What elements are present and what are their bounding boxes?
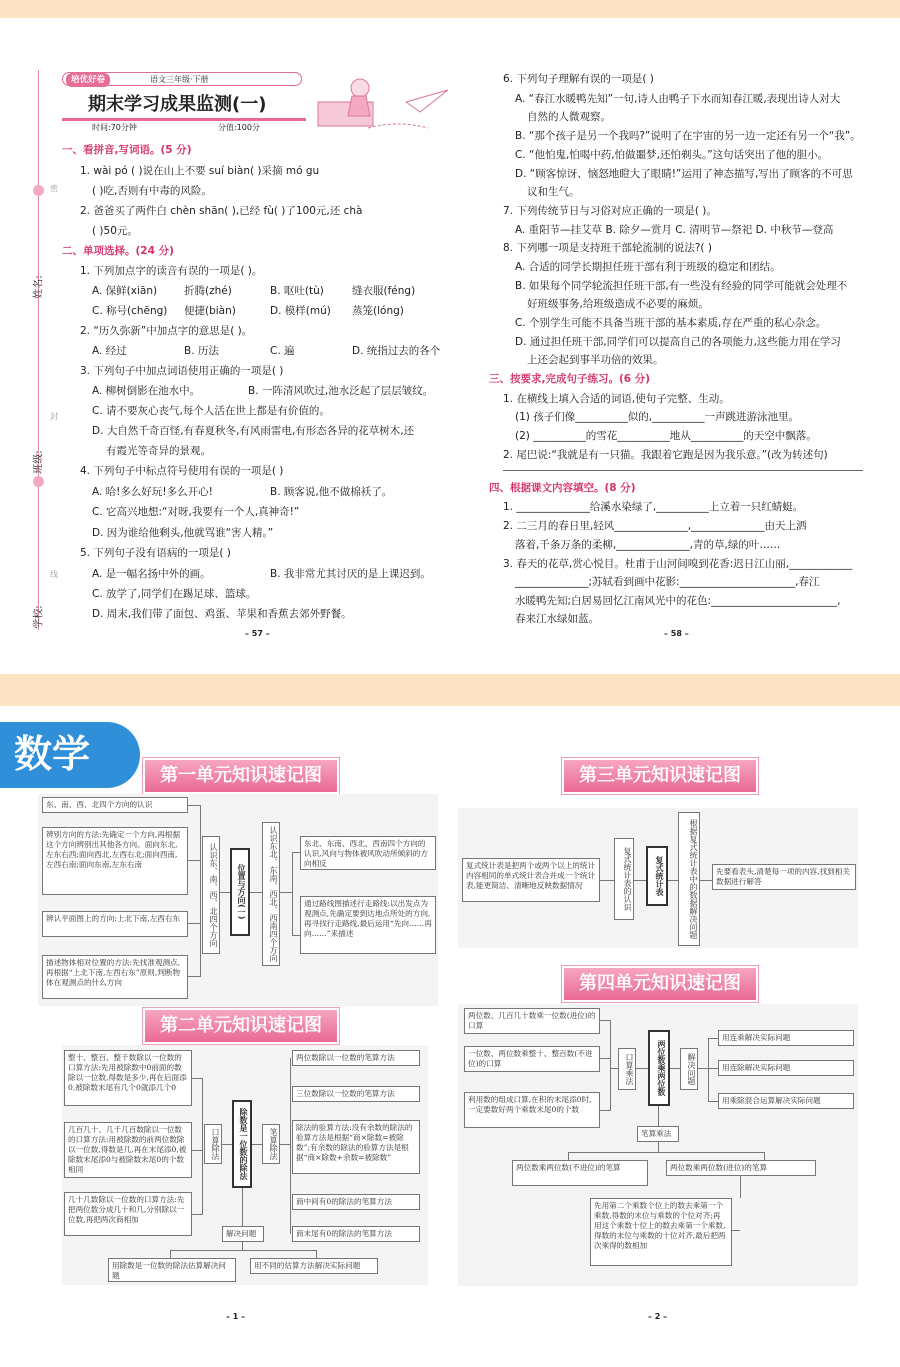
- s3-line-3: (2) __________的雪花__________地从__________的天空中飘落。: [515, 430, 817, 442]
- unit-1-left-3: 辨认平面图上的方向:上北下南,左西右东: [42, 911, 188, 937]
- q2-1-g: D. 模样(mú): [270, 305, 331, 317]
- q2-3-c: C. 请不要灰心丧气,每个人活在世上都是有价值的。: [92, 405, 330, 417]
- s3-line-2: (1) 孩子们像__________似的,__________一声跳进游泳池里。: [515, 411, 800, 423]
- q2-4-b: B. 顾客说,他不做棉袄了。: [270, 486, 393, 498]
- unit-2-bottom: 解决问题: [222, 1226, 264, 1242]
- q2-2-b: B. 历法: [184, 345, 219, 357]
- side-feng: 封: [50, 412, 58, 421]
- unit-2-v2: 笔算除法: [262, 1124, 280, 1164]
- unit-3-header: 第三单元知识速记图: [562, 758, 758, 794]
- unit-1-right-1: 东北、东南、西北、西南四个方向的认识,风向与物体被风吹动所倾斜的方向相反: [300, 836, 436, 870]
- unit-2-right-5: 商末尾有0的除法的笔算方法: [292, 1226, 420, 1242]
- unit-2-v1: 口算除法: [204, 1124, 222, 1164]
- q8-d: C. 个别学生可能不具备当班干部的基本素质,存在严重的私心杂念。: [515, 317, 827, 329]
- math-subject-title: 数学: [14, 732, 91, 776]
- s4-line-4: 3. 春天的花草,赏心悦目。杜甫于山河间嗅到花香:迟日江山丽,____________: [503, 558, 853, 570]
- q2-3-a: A. 柳树倒影在池水中。: [92, 385, 201, 397]
- grade-label: 语文三年级·下册: [150, 75, 209, 84]
- unit-1-v1: 认识东、南、西、北四个方向: [202, 836, 220, 954]
- q2-4-a: A. 哈!多么好玩!多么开心!: [92, 486, 213, 498]
- unit-1-left-1: 东、南、西、北四个方向的认识: [42, 797, 188, 813]
- unit-1-right-2: 通过路线图描述行走路线:以出发点为观测点,先确定要到达地点所处的方向,再寻找行走路线,最后运用“先向……再向……”来描述: [300, 896, 436, 954]
- exam-title: 期末学习成果监测(一): [88, 94, 267, 115]
- q8-f: 上还会起到事半功倍的效果。: [527, 354, 664, 366]
- unit-1-left-4: 描述物体相对位置的方法:先找准观测点,再根据“上北下南,左西右东”原则,判断物体在观测点的什么方向: [42, 955, 188, 999]
- side-dot-2: [33, 476, 44, 487]
- q2-3: 3. 下列句子中加点词语使用正确的一项是( ): [80, 365, 284, 377]
- unit-2-right-2: 三位数除以一位数的笔算方法: [292, 1086, 420, 1102]
- answer-line: [503, 470, 863, 471]
- page-number-57: – 57 –: [245, 629, 270, 638]
- unit-4-v1: 口算乘法: [618, 1048, 636, 1090]
- unit-2-right-3: 除法的验算方法:没有余数的除法的验算方法是根据“商×除数=被除数”;有余数的除法的验算方法是根据“商×除数+余数=被除数”: [292, 1120, 420, 1174]
- q6-c: B. “那个孩子是另一个我吗?”说明了在宇宙的另一边一定还有另一个“我”。: [515, 130, 861, 142]
- unit-2-left-1: 整十、整百、整千数除以一位数的口算方法:先用被除数中0前面的数除以一位数,得数是多少,再在后面添0,被除数末尾有几个0就添几个0: [64, 1050, 192, 1106]
- q2-2-d: D. 统指过去的各个: [352, 345, 441, 357]
- s4-line-2: 2. 二三月的春日里,轻风______________,______________由天上洒: [503, 520, 807, 532]
- q6-d: C. “他怕鬼,怕喝中药,怕做噩梦,还怕剃头。”这句话突出了他的胆小。: [515, 149, 829, 161]
- q2-1: 1. 下列加点字的读音有误的一项是( )。: [80, 265, 263, 277]
- unit-3-v1: 复式统计表的认识: [614, 838, 634, 920]
- q2-5-b: B. 我非常尤其讨厌的是上课迟到。: [270, 568, 431, 580]
- middle-band: [0, 674, 900, 706]
- q8-b: B. 如果每个同学轮流担任班干部,有一些没有经验的同学可能就会处理不: [515, 280, 848, 292]
- unit-1-header: 第一单元知识速记图: [143, 758, 339, 794]
- unit-4-right-1: 用连乘解决实际问题: [718, 1030, 854, 1046]
- unit-2-header: 第二单元知识速记图: [143, 1008, 339, 1044]
- side-margin: [14, 70, 58, 630]
- q2-1-b: 折腾(zhé): [184, 285, 232, 297]
- unit-4-mid: 笔算乘法: [637, 1126, 679, 1142]
- unit-4-left-2: 一位数、两位数乘整十、整百数(不进位)的口算: [464, 1046, 600, 1072]
- q2-3-b: B. 一阵清风吹过,池水泛起了层层皱纹。: [248, 385, 434, 397]
- q2-1-d: 缝衣服(féng): [352, 285, 416, 297]
- q2-2-a: A. 经过: [92, 345, 127, 357]
- section-3-title: 三、按要求,完成句子练习。(6 分): [489, 373, 651, 385]
- s4-line-6: 水暖鸭先知;白居易回忆江南风光中的花色:________________________,: [515, 595, 841, 607]
- q6-a: A. “春江水暖鸭先知”一句,诗人由鸭子下水而知春江暖,表现出诗人对大: [515, 93, 841, 105]
- q8-c: 好班级事务,给班级造成不必要的麻烦。: [527, 298, 709, 310]
- q2-1-h: 蒸笼(lóng): [352, 305, 404, 317]
- page-number-58: – 58 –: [664, 629, 689, 638]
- q2-2-c: C. 遍: [270, 345, 295, 357]
- unit-4-center: 两位数乘两位数: [648, 1030, 670, 1106]
- side-xian: 线: [50, 570, 58, 579]
- q1-line-1: 1. wài pó ( )说在山上不要 suí biàn( )采摘 mó gu: [80, 165, 320, 177]
- q6-b: 自然的人微观察。: [527, 111, 611, 123]
- s4-line-7: 春来江水绿如蓝。: [515, 613, 599, 625]
- q2-4: 4. 下列句子中标点符号使用有误的一项是( ): [80, 465, 284, 477]
- side-class-label: 班级:: [33, 450, 45, 474]
- side-name-label: 姓名:: [33, 275, 45, 299]
- section-2-title: 二、单项选择。(24 分): [62, 245, 174, 257]
- unit-4-v2: 解决问题: [680, 1048, 698, 1090]
- section-4-title: 四、根据课文内容填空。(8 分): [489, 482, 636, 494]
- q2-4-c: C. 它高兴地想:“对呀,我要有一个人,真神奇!”: [92, 506, 300, 518]
- unit-2-bottom-2: 用不同的估算方法解决实际问题: [250, 1258, 378, 1274]
- unit-4-bottom-3: 先用第二个乘数个位上的数去乘第一个乘数,得数的末位与乘数的个位对齐;再用这个乘数十位上的数去乘第一个乘数,得数的末位与乘数的十位对齐,最后把两次乘得的数相加: [590, 1198, 732, 1266]
- badge: 培优好卷: [66, 73, 110, 87]
- q2-1-a: A. 保鲜(xiān): [92, 285, 158, 297]
- illustration-icon: [308, 72, 458, 134]
- unit-1-v2: 认识东北、东南、西北、西南四个方向: [262, 822, 280, 966]
- q2-5-d: D. 周末,我们带了面包、鸡蛋、苹果和香蕉去郊外野餐。: [92, 608, 352, 620]
- page-number-2: – 2 –: [648, 1312, 668, 1321]
- q2-3-e: 有霞光等奇异的景观。: [106, 445, 211, 457]
- q7: 7. 下列传统节日与习俗对应正确的一项是( )。: [503, 205, 717, 217]
- unit-1-center: 位置与方向(一): [230, 848, 250, 936]
- unit-3-left: 复式统计表是把两个或两个以上的统计内容相同的单式统计表合并成一个统计表,能更简洁、清晰地反映数据情况: [462, 858, 600, 902]
- q1-line-3: 2. 爸爸买了两件白 chèn shān( ),已经 fù( )了100元,还 chà: [80, 205, 363, 217]
- unit-2-left-3: 几十几数除以一位数的口算方法:先把两位数分成几十和几,分别除以一位数,再把两次商相加: [64, 1192, 192, 1236]
- q8-e: D. 通过担任班干部,同学们可以提高自己的各项能力,这些能力用在学习: [515, 336, 841, 348]
- unit-4-header: 第四单元知识速记图: [562, 966, 758, 1002]
- unit-2-center: 除数是一位数的除法: [232, 1100, 252, 1188]
- q8: 8. 下列哪一项是支持班干部轮流制的说法?( ): [503, 242, 712, 254]
- unit-4-bottom-2: 两位数乘两位数(进位)的笔算: [666, 1160, 816, 1176]
- side-mi: 密: [50, 184, 58, 193]
- side-school-label: 学校:: [33, 605, 45, 629]
- unit-2-right-4: 商中间有0的除法的笔算方法: [292, 1194, 420, 1210]
- q6-e: D. “顾客惊讶、恼怒地瞪大了眼睛!”运用了神态描写,写出了顾客的不可思: [515, 168, 853, 180]
- q6-f: 议和生气。: [527, 186, 580, 198]
- unit-4-left-1: 两位数、几百几十数乘一位数(进位)的口算: [464, 1008, 600, 1034]
- score-label: 分值:100分: [218, 123, 260, 132]
- q2-2: 2. “历久弥新”中加点字的意思是( )。: [80, 325, 253, 337]
- q2-5-a: A. 是一幅名扬中外的画。: [92, 568, 211, 580]
- page-number-1: – 1 –: [226, 1312, 246, 1321]
- side-dot-1: [33, 185, 44, 196]
- unit-3-right: 先要看表头,清楚每一项的内容,找到相关数据进行解答: [712, 864, 856, 890]
- q2-1-f: 便捷(biàn): [184, 305, 236, 317]
- s3-line-4: 2. 尾巴说:“我就是有一只猫。我跟着它跑是因为我乐意。”(改为转述句): [503, 449, 828, 461]
- unit-1-left-2: 辨别方向的方法:先确定一个方向,再根据这个方向辨别出其他各方向。面向东北,左东右西;面向西北,左西右北;面向西南,左西右南;面向东南,左东右南: [42, 827, 188, 895]
- q8-a: A. 合适的同学长期担任班干部有利于班级的稳定和团结。: [515, 261, 781, 273]
- unit-4-right-3: 用乘除混合运算解决实际问题: [718, 1093, 854, 1109]
- time-label: 时间:70分钟: [92, 123, 137, 132]
- unit-4-right-2: 用连除解决实际问题: [718, 1060, 854, 1076]
- s3-line-1: 1. 在横线上填入合适的词语,使句子完整、生动。: [503, 393, 730, 405]
- s4-line-3: 落着,千条万条的柔柳,______________,青的草,绿的叶……: [515, 539, 781, 551]
- s4-line-1: 1. ______________给溪水染绿了,__________上立着一只红蜻蜓。: [503, 501, 804, 513]
- unit-4-bottom-1: 两位数乘两位数(不进位)的笔算: [512, 1160, 648, 1186]
- section-1-title: 一、看拼音,写词语。(5 分): [62, 144, 192, 156]
- q6: 6. 下列句子理解有误的一项是( ): [503, 73, 654, 85]
- q2-1-e: C. 称号(chēng): [92, 305, 168, 317]
- unit-4-left-3: 利用数的组成口算,在积的末尾添0时,一定要数好两个乘数末尾0的个数: [464, 1092, 600, 1128]
- unit-2-bottom-1: 用除数是一位数的除法估算解决问题: [108, 1258, 236, 1282]
- q2-5-c: C. 放学了,同学们在踢足球、篮球。: [92, 588, 257, 600]
- q1-line-2: ( )吃,否则有中毒的风险。: [92, 185, 212, 197]
- unit-2-right-1: 两位数除以一位数的笔算方法: [292, 1050, 420, 1066]
- unit-2-left-2: 几百几十、几千几百数除以一位数的口算方法:用被除数的前两位数除以一位数,得数是几,再在末尾添0,被除数末尾添0与被除数末尾0的个数相同: [64, 1122, 192, 1178]
- unit-3-center: 复式统计表: [646, 846, 668, 906]
- s4-line-5: ______________;苏轼看到画中花影:______________________,春江: [515, 576, 820, 588]
- q2-1-c: B. 呕吐(tù): [270, 285, 324, 297]
- q2-3-d: D. 大自然千奇百怪,有春夏秋冬,有风雨雷电,有形态各异的花草树木,还: [92, 425, 415, 437]
- q2-4-d: D. 因为谁给他剩头,他就骂谁“害人精。”: [92, 527, 274, 539]
- q7-options: A. 重阳节—挂艾草 B. 除夕—赏月 C. 清明节—祭祀 D. 中秋节—登高: [515, 224, 834, 236]
- q1-line-4: ( )50元。: [92, 225, 138, 237]
- q2-5: 5. 下列句子没有语病的一项是( ): [80, 547, 231, 559]
- unit-3-v2: 根据复式统计表中的数据解决问题: [678, 812, 700, 946]
- top-band: [0, 0, 900, 18]
